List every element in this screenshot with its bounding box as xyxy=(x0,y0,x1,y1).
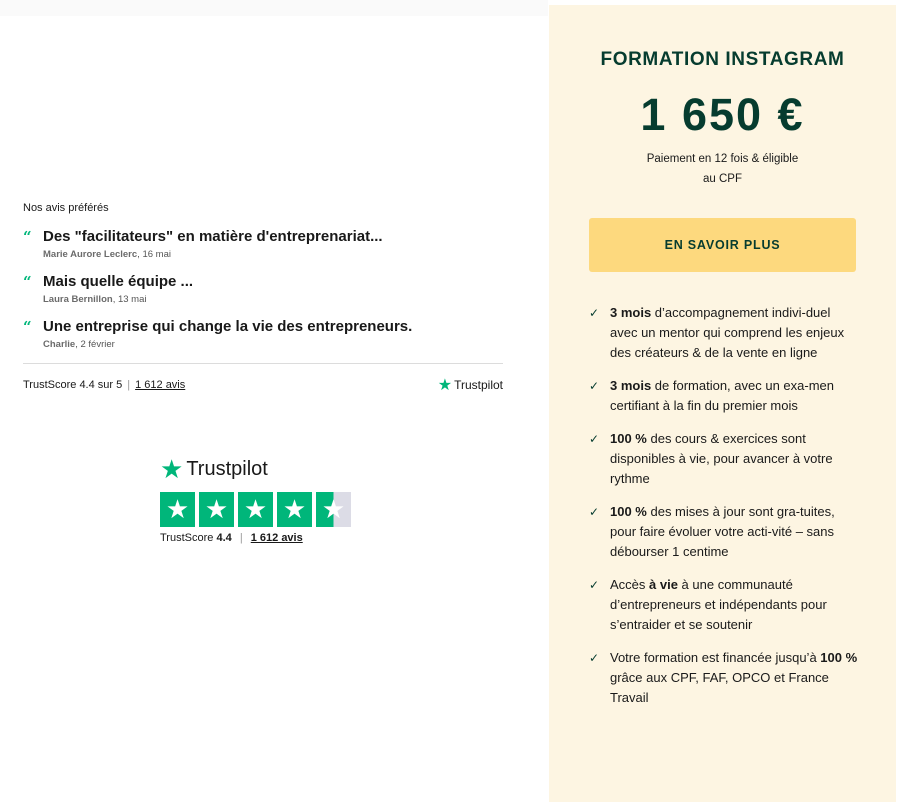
features-list xyxy=(589,303,859,721)
feature-item xyxy=(589,502,859,562)
review-date: 2 février xyxy=(80,339,115,350)
reviews-count-link[interactable]: 1 612 avis xyxy=(250,532,303,544)
reviews-heading: Nos avis préférés xyxy=(23,202,109,214)
trustpilot-logo xyxy=(160,456,360,482)
reviews-widget xyxy=(23,202,503,395)
offer-panel xyxy=(549,5,896,802)
offer-title: FORMATION INSTAGRAM xyxy=(600,49,845,70)
check-icon: ✓ xyxy=(589,651,600,665)
trustpilot-star-icon: ★ xyxy=(437,377,453,394)
check-icon: ✓ xyxy=(589,379,600,393)
trustpilot-star-icon: ★ xyxy=(160,454,184,484)
payment-line: au CPF xyxy=(703,173,742,185)
check-icon: ✓ xyxy=(589,505,600,519)
review-meta: Charlie, 2 février xyxy=(43,339,115,350)
feature-item xyxy=(589,303,859,363)
quote-icon: “ xyxy=(23,273,32,291)
feature-text: 3 mois de formation, avec un exa-men certifiant à la fin du premier mois xyxy=(610,378,835,413)
review-title[interactable]: Une entreprise qui change la vie des entrepreneurs. xyxy=(43,318,413,335)
payment-line: Paiement en 12 fois & éligible xyxy=(646,153,799,165)
half-star-icon: ★ xyxy=(316,492,351,527)
feature-item xyxy=(589,575,859,635)
review-author: Charlie xyxy=(43,339,76,350)
trustpilot-brand: Trustpilot xyxy=(454,378,503,392)
separator: | xyxy=(239,532,243,544)
feature-item xyxy=(589,429,859,489)
reviews-count-link[interactable]: 1 612 avis xyxy=(135,379,186,391)
review-date: 16 mai xyxy=(142,249,171,260)
star-rating xyxy=(160,492,360,527)
review-author: Marie Aurore Leclerc xyxy=(43,249,138,260)
review-meta: Marie Aurore Leclerc, 16 mai xyxy=(43,249,171,260)
review-title[interactable]: Mais quelle équipe ... xyxy=(43,273,194,290)
review-date: 13 mai xyxy=(117,294,147,305)
review-item[interactable] xyxy=(23,273,503,306)
trustscore-value: 4.4 xyxy=(216,532,232,544)
review-title[interactable]: Des "facilitateurs" en matière d'entreprenariat... xyxy=(43,228,383,245)
trustpilot-brand: Trustpilot xyxy=(186,457,268,480)
payment-info xyxy=(619,149,826,189)
trustpilot-badge[interactable] xyxy=(160,456,360,544)
quote-icon: “ xyxy=(23,318,32,336)
review-meta: Laura Bernillon, 13 mai xyxy=(43,294,147,305)
star-icon: ★ xyxy=(160,492,195,527)
feature-text: Accès à vie à une communauté d’entrepreneurs et indépendants pour s’entraider et se soutenir xyxy=(610,577,827,632)
feature-text: 3 mois d’accompagnement indivi-duel avec un mentor qui comprend les enjeux des créateurs & de la vente en ligne xyxy=(610,305,845,360)
review-item[interactable] xyxy=(23,228,503,261)
top-strip xyxy=(0,0,548,16)
trustscore-text: TrustScore 4.4 sur 5 xyxy=(23,379,123,391)
trustscore-row xyxy=(23,375,503,395)
feature-text: 100 % des mises à jour sont gra-tuites, pour faire évoluer votre acti-vité – sans débourser 1 centime xyxy=(610,504,835,559)
separator: | xyxy=(127,379,131,391)
trustscore-summary xyxy=(160,532,360,544)
check-icon: ✓ xyxy=(589,306,600,320)
offer-price: 1 650 € xyxy=(640,89,805,140)
star-icon: ★ xyxy=(199,492,234,527)
trustscore-label: TrustScore xyxy=(160,532,214,544)
divider xyxy=(23,363,503,364)
feature-text: Votre formation est financée jusqu’à 100 % grâce aux CPF, FAF, OPCO et France Travail xyxy=(610,650,858,705)
feature-item xyxy=(589,648,859,708)
trustpilot-logo-link[interactable] xyxy=(438,375,503,395)
check-icon: ✓ xyxy=(589,578,600,592)
star-icon: ★ xyxy=(277,492,312,527)
check-icon: ✓ xyxy=(589,432,600,446)
learn-more-button[interactable]: EN SAVOIR PLUS xyxy=(589,218,856,272)
star-icon: ★ xyxy=(238,492,273,527)
review-author: Laura Bernillon xyxy=(43,294,113,305)
review-item[interactable] xyxy=(23,318,503,351)
feature-item xyxy=(589,376,859,416)
quote-icon: “ xyxy=(23,228,32,246)
feature-text: 100 % des cours & exercices sont disponibles à vie, pour avancer à votre rythme xyxy=(610,431,833,486)
